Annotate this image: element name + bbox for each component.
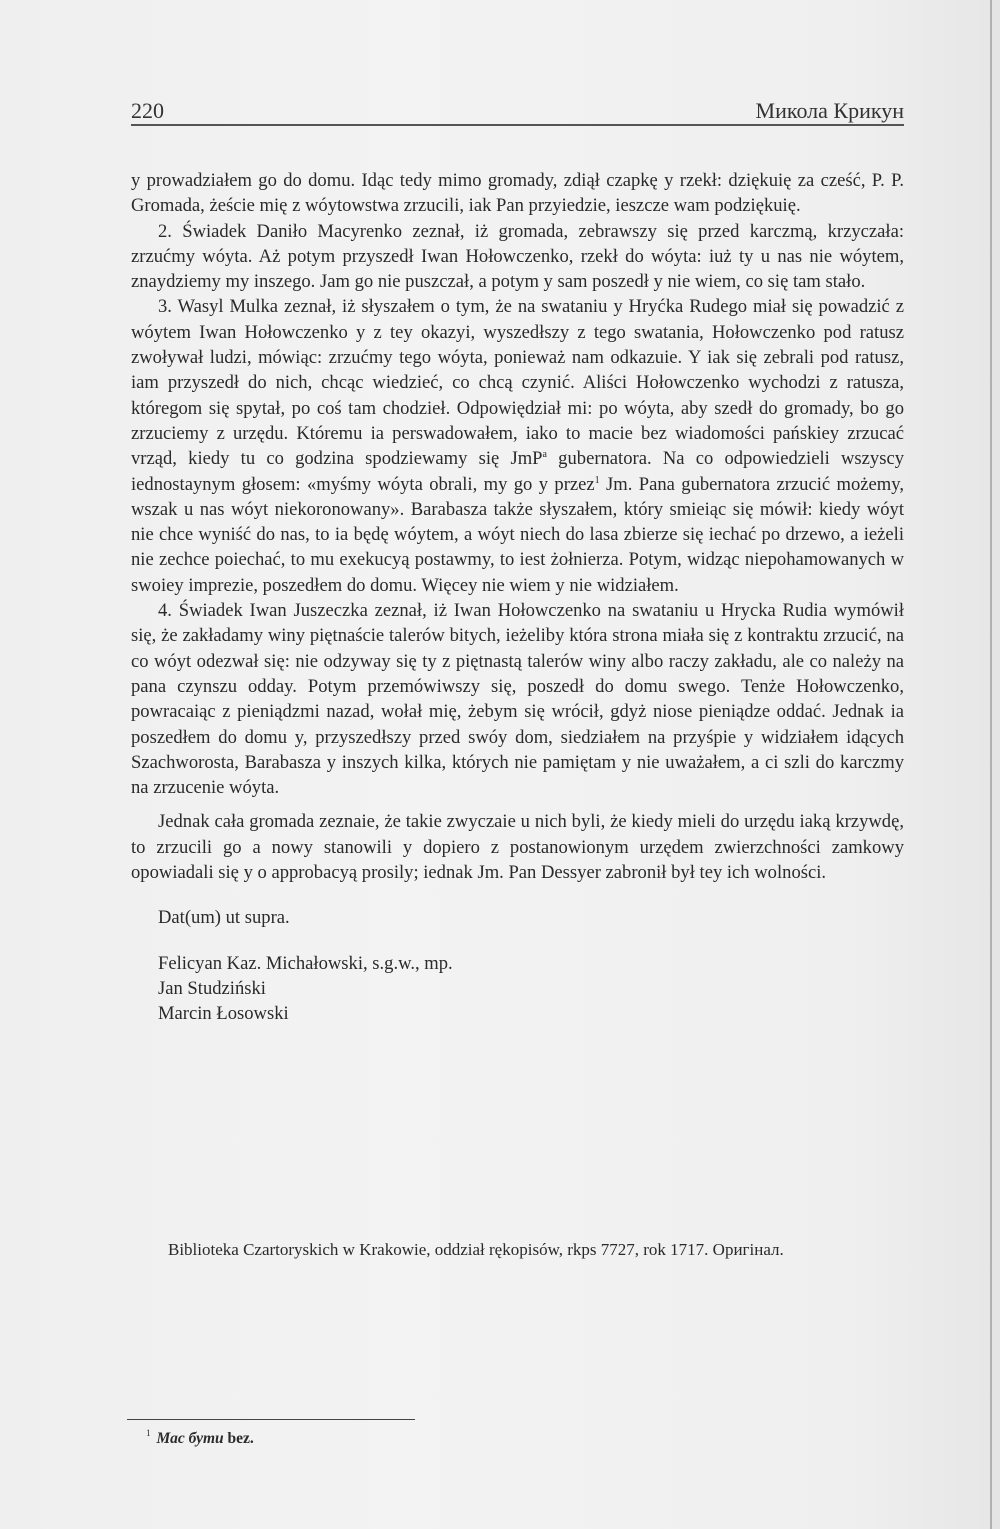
signature-3: Marcin Łosowski	[158, 1003, 289, 1025]
text-run: Jm. Pana gubernatora zrzucić możemy, wszak u nas wóyt niekoronowany». Barabasza także słyszałem, który smieiąc się mówił: kiedy wóyt nie chce wyniść do nas, to ia będę wóytem, a wóyt niech do lasa zbierze się iechać po drzewo, a ieżeli nie zechce poiechać, to mu exekucyą postawmy, to iest żołnierza. Potym, widząc niepohamowanych w swoiey imprezie, poszedłem do domu. Więcey nie wiem y nie widziałem.	[131, 473, 904, 596]
main-text	[131, 168, 904, 1027]
signature-2: Jan Studziński	[158, 977, 266, 999]
footnote-separator	[127, 1419, 415, 1420]
text-run: 3. Wasyl Mulka zeznał, iż słyszałem o tym, że na swataniu y Hryćka Rudego miał się powadzić z wóytem Iwan Hołowczenko y z tey okazyi, wyszedłszy z tego swatania, Hołowczenko pod ratusz zwoływał ludzi, mówiąc: zrzućmy tego wóyta, ponieważ nam odkazuie. Y iak się zebrali pod ratusz, iam przyszedł do nich, chcąc wiedzieć, co chcą czynić. Aliści Hołowczenko wychodzi z ratusza, któregom się spytał, po coś tam chodzieł. Odpowiędział mi: po wóyta, aby szedł do gromady, bo go zrzuciemy z urzędu. Któremu ia perswadowałem, iako to macie bez wiadomości pańskiey zrzucać vrząd, kiedy tu co godzina spodziewamy się JmP	[131, 296, 904, 470]
footnote-text: bez.	[223, 1430, 254, 1447]
footnote-mark-a: a	[542, 449, 547, 461]
signature-1: Felicyan Kaz. Michałowski, s.g.w., mp.	[158, 952, 453, 974]
page-number: 220	[131, 98, 164, 123]
footnote-number: 1	[146, 1428, 151, 1438]
footnote-ref-1[interactable]: 1	[594, 474, 600, 486]
page-header	[131, 90, 904, 124]
paragraph-community-statement: Jednak cała gromada zeznaie, że takie zwyczaie u nich byli, że kiedy mieli do urzędu iaką krzywdę, to zrzucili go a nowy stanowili y dopiero z postanowionym urzędem zwierzchności zamkowy opowiadali się y o approbacyą prosily; iednak Jm. Pan Dessyer zabronił był tey ich wolności.	[131, 811, 904, 884]
footnote-italic-text: Мас бути	[156, 1430, 224, 1447]
paragraph-continuation: y prowadziałem go do domu. Idąc tedy mimo gromady, zdiął czapkę y rzekł: dziękuię za cześć, P. P. Gromada, żeście mię z wóytowstwa zrzucili, iak Pan przyiedzie, ieszcze wam podziękuię.	[131, 170, 904, 217]
text-run: gubernatora. Na co odpowiedzieli wszyscy iednostaynym głosem: «myśmy wóyta obrali, my go y przez	[131, 448, 905, 495]
scan-margin	[992, 0, 1000, 1529]
footnote-1	[146, 1428, 254, 1448]
header-rule	[131, 124, 904, 126]
dated-line: Dat(um) ut supra.	[158, 907, 290, 929]
source-citation: Biblioteka Czartoryskich w Krakowie, oddział rękopisów, rkps 7727, rok 1717. Оригінал.	[168, 1240, 784, 1259]
running-head: Микола Крикун	[755, 98, 904, 123]
paragraph-witness-2: 2. Świadek Daniło Macyrenko zeznał, iż gromada, zebrawszy się przed karczmą, krzyczała: zrzućmy wóyta. Aż potym przyszedł Iwan Hołowczenko, rzekł do wóyta: iuż ty u nas nie wóytem, znaydziemy my inszego. Jam go nie puszczał, a potym y sam poszedł y nie wiem, co się tam stało.	[131, 220, 904, 293]
paragraph-witness-3	[131, 294, 904, 598]
paragraph-witness-4: 4. Świadek Iwan Juszeczka zeznał, iż Iwan Hołowczenko na swataniu u Hrycka Rudia wymówił się, że zakładamy winy piętnaście talerów bitych, ieżeliby która strona miała się z kontraktu zrzucić, na co wóyt odezwał się: nie odzyway się ty z piętnastą talerów winy albo raczy zakładu, ale co należy na pana czynszu odday. Potym przemówiwszy się, poszedł do domu swego. Tenże Hołowczenko, powracaiąc z pieniądzmi nazad, wołał mię, żebym się wrócił, gdyż niose pieniądze oddać. Jednak ia poszedłem do domu y, przyszedłszy przed swóy dom, siedziałem na przyśpie y widziałem idących Szachworosta, Barabasza y inszych kilka, których nie pamiętam y nie uważałem, a ci szli do karczmy na zrzucenie wóyta.	[131, 600, 904, 799]
